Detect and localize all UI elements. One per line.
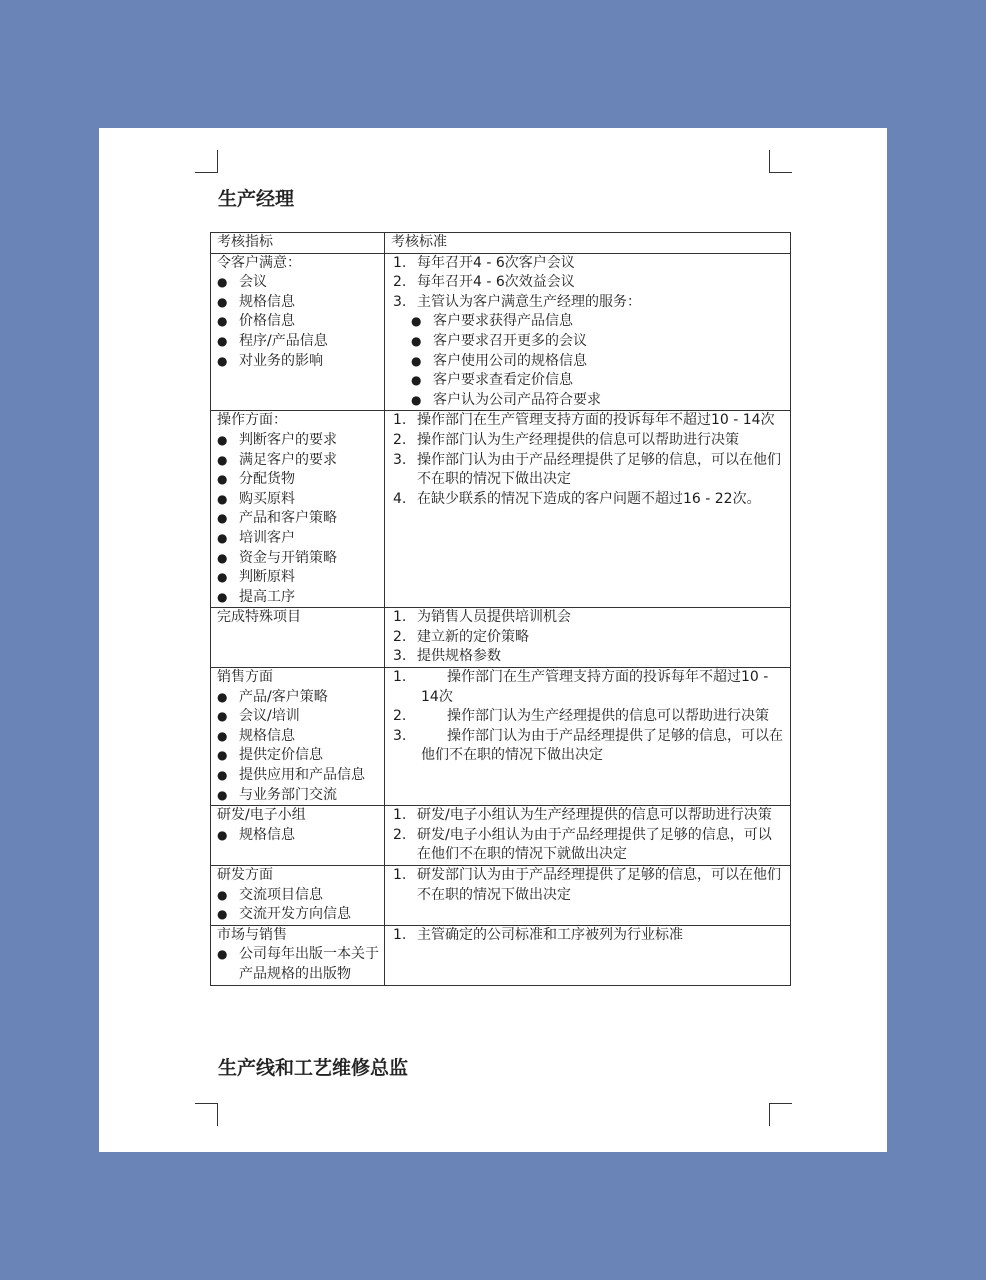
list-item: ● 客户要求召开更多的会议 (411, 332, 785, 352)
metric-list (217, 945, 379, 984)
list-item: ● 交流开发方向信息 (217, 905, 379, 925)
metric-title: 完成特殊项目 (217, 609, 301, 626)
sub-list (391, 312, 785, 410)
list-item: ● 会议 (217, 273, 379, 293)
metric-title: 操作方面： (217, 412, 287, 429)
list-item: 2. 操作部门认为生产经理提供的信息可以帮助进行决策 (393, 708, 769, 725)
list-item: 1. 为销售人员提供培训机会 (393, 609, 571, 626)
list-item: ● 产品和客户策略 (217, 509, 379, 529)
list-item: 3. 主管认为客户满意生产经理的服务： (393, 293, 641, 310)
list-item: 1. 操作部门在生产管理支持方面的投诉每年不超过10 - 14次 (393, 669, 769, 705)
list-item: ● 产品/客户策略 (217, 688, 379, 708)
list-item: ● 判断原料 (217, 568, 379, 588)
standard-cell (385, 608, 791, 668)
list-item: ● 交流项目信息 (217, 886, 379, 906)
metric-cell (211, 925, 385, 985)
list-item: ● 规格信息 (217, 293, 379, 313)
metric-cell (211, 411, 385, 608)
table-row (211, 806, 791, 866)
metric-cell (211, 806, 385, 866)
list-item: ● 分配货物 (217, 470, 379, 490)
list-item: 1. 研发部门认为由于产品经理提供了足够的信息，可以在他们不在职的情况下做出决定 (393, 867, 781, 903)
list-item: 2. 建立新的定价策略 (393, 628, 529, 645)
standard-list (391, 254, 785, 313)
list-item: 1. 主管确定的公司标准和工序被列为行业标准 (393, 926, 683, 943)
standard-cell (385, 925, 791, 985)
header-cell-standard: 考核标准 (385, 233, 791, 254)
list-item: ● 判断客户的要求 (217, 431, 379, 451)
list-item: ● 客户要求查看定价信息 (411, 371, 785, 391)
metric-title: 市场与销售 (217, 926, 287, 943)
metric-title: 销售方面 (217, 669, 273, 686)
standard-list (391, 411, 785, 509)
list-item: ● 客户认为公司产品符合要求 (411, 391, 785, 411)
crop-mark-top-left (195, 150, 218, 173)
metric-cell (211, 866, 385, 926)
list-item: 3. 操作部门认为由于产品经理提供了足够的信息，可以在他们不在职的情况下做出决定 (393, 727, 783, 764)
table-row (211, 253, 791, 411)
list-item: 3. 操作部门认为由于产品经理提供了足够的信息，可以在他们不在职的情况下做出决定 (393, 451, 781, 488)
list-item: ● 客户要求获得产品信息 (411, 312, 785, 332)
metric-cell (211, 608, 385, 668)
list-item: ● 对业务的影响 (217, 352, 379, 372)
section-title: 生产经理 (218, 188, 295, 210)
metric-title: 令客户满意： (217, 254, 301, 271)
list-item: ● 与业务部门交流 (217, 786, 379, 806)
standard-list (391, 668, 785, 766)
list-item: ● 提高工序 (217, 588, 379, 608)
list-item: 1. 操作部门在生产管理支持方面的投诉每年不超过10 - 14次 (393, 412, 775, 429)
document-page (99, 128, 887, 1152)
list-item: ● 规格信息 (217, 826, 379, 846)
list-item: ● 价格信息 (217, 312, 379, 332)
list-item: ● 培训客户 (217, 529, 379, 549)
metric-list (217, 886, 379, 925)
metric-list (217, 273, 379, 371)
metric-list (217, 826, 379, 846)
list-item: ● 会议/培训 (217, 707, 379, 727)
list-item: 1. 每年召开4 - 6次客户会议 (393, 254, 575, 271)
header-cell-metric: 考核指标 (211, 233, 385, 254)
list-item: ● 程序/产品信息 (217, 332, 379, 352)
metric-cell (211, 253, 385, 411)
list-item: ● 提供定价信息 (217, 746, 379, 766)
table-row (211, 608, 791, 668)
standard-list (391, 926, 785, 946)
standard-cell (385, 411, 791, 608)
metric-list (217, 431, 379, 607)
standard-list (391, 806, 785, 865)
table-row (211, 925, 791, 985)
table-row (211, 668, 791, 806)
metric-title: 研发方面 (217, 867, 273, 883)
list-item: 3. 提供规格参数 (393, 648, 501, 665)
next-section-title: 生产线和工艺维修总监 (218, 1057, 409, 1079)
standard-list (391, 866, 785, 905)
standard-cell (385, 668, 791, 806)
list-item: ● 满足客户的要求 (217, 451, 379, 471)
crop-mark-top-right (769, 150, 792, 173)
crop-mark-bottom-right (769, 1103, 792, 1126)
list-item: ● 资金与开销策略 (217, 549, 379, 569)
list-item: 2. 操作部门认为生产经理提供的信息可以帮助进行决策 (393, 431, 739, 448)
list-item: ● 提供应用和产品信息 (217, 766, 379, 786)
crop-mark-bottom-left (195, 1103, 218, 1126)
table-row (211, 866, 791, 926)
standard-cell (385, 806, 791, 866)
metric-cell (211, 668, 385, 806)
metric-list (217, 688, 379, 806)
table-row (211, 411, 791, 608)
kpi-table (210, 232, 791, 986)
list-item: ● 公司每年出版一本关于产品规格的出版物 (217, 945, 379, 984)
list-item: 2. 每年召开4 - 6次效益会议 (393, 274, 575, 291)
standard-cell (385, 253, 791, 411)
standard-list (391, 608, 785, 667)
standard-cell (385, 866, 791, 926)
list-item: 4. 在缺少联系的情况下造成的客户问题不超过16 - 22次。 (393, 490, 761, 507)
list-item: 1. 研发/电子小组认为生产经理提供的信息可以帮助进行决策 (393, 807, 772, 824)
list-item: 2. 研发/电子小组认为由于产品经理提供了足够的信息，可以在他们不在职的情况下就做出决定 (393, 826, 772, 863)
metric-title: 研发/电子小组 (217, 807, 306, 824)
list-item: ● 规格信息 (217, 727, 379, 747)
list-item: ● 客户使用公司的规格信息 (411, 352, 785, 372)
list-item: ● 购买原料 (217, 490, 379, 510)
table-header-row (211, 233, 791, 254)
